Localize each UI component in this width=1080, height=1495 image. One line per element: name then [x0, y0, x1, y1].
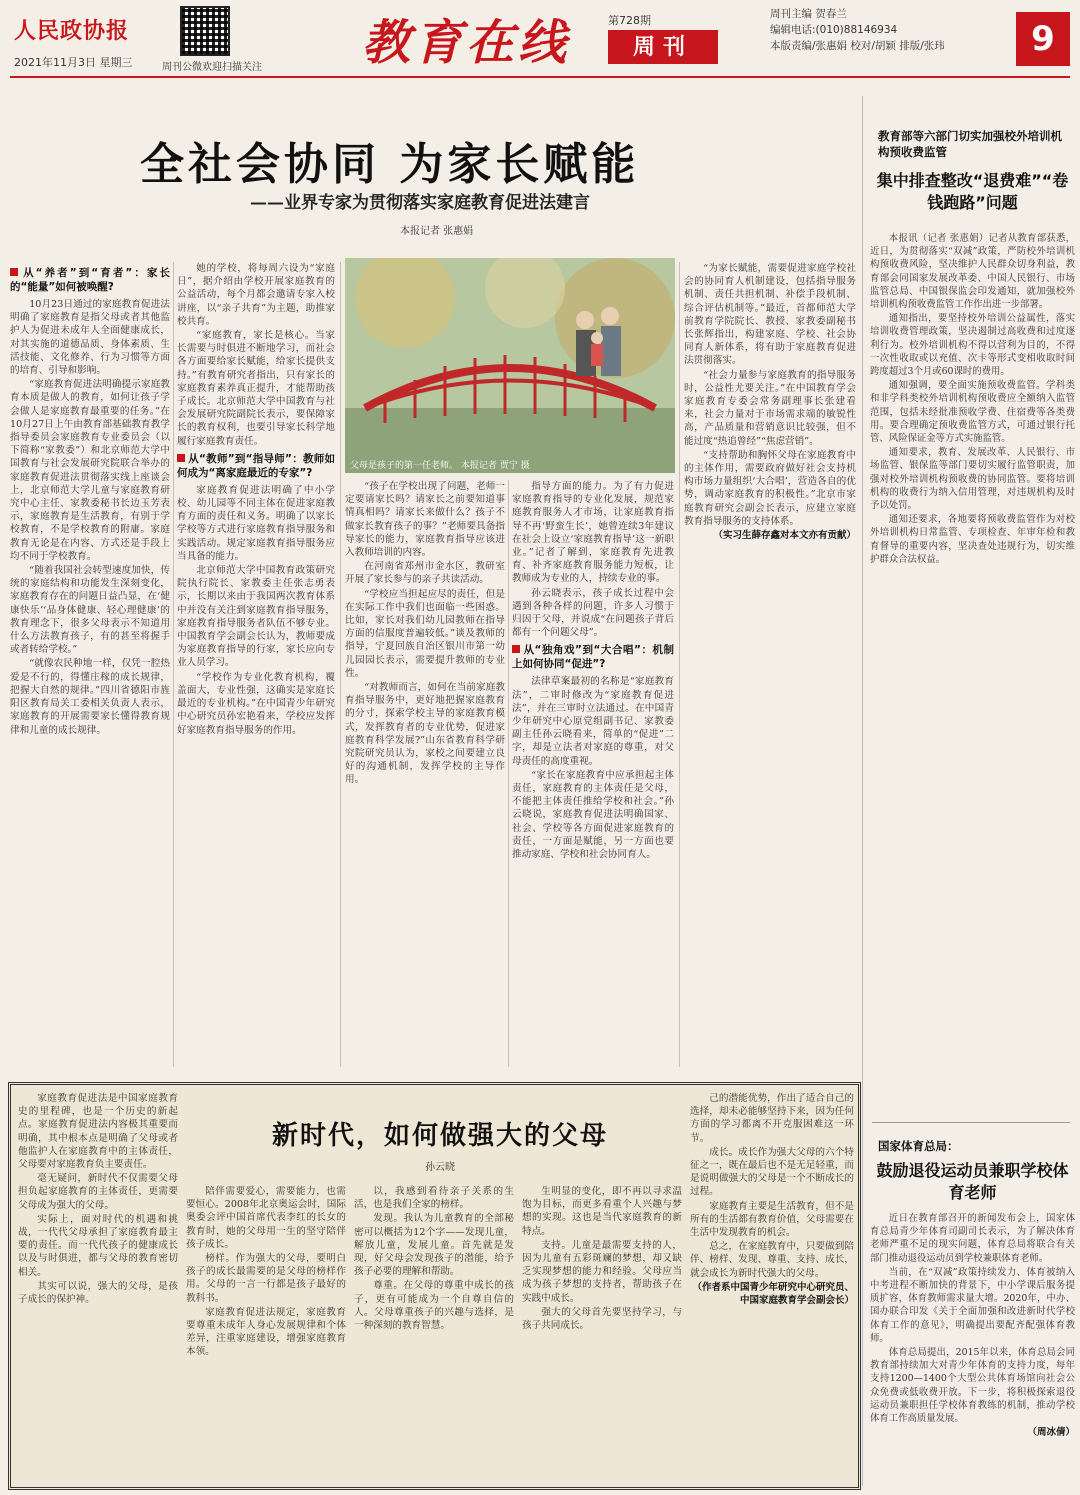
paragraph: 家庭教育促进法是中国家庭教育史的里程碑，也是一个历史的新起点。家庭教育促进法内容极其重要而明确，其中根本点是明确了父母或者他监护人在家庭教育中的主体责任，父母要对家庭教育负主要责任。 [18, 1093, 178, 1171]
lead-subheadline: ——业界专家为贯彻落实家庭教育促进法建言 [250, 193, 590, 213]
paragraph: 毫无疑问，新时代不仅需要父母担负起家庭教育的主体责任，更需要父母成为强大的父母。 [18, 1173, 178, 1211]
lead-column-3 [345, 480, 505, 1067]
lead-headline: 全社会协同 为家长赋能 [140, 139, 640, 190]
paragraph: “家庭教育，家长是核心。当家长需要与时俱进不断地学习，而社会各方面要给家长赋能，给家长提供支持。”有教育研究者指出，只有家长的家庭教育素养真正提升，才能帮助孩子成长。北京师范大学中国教育与社会发展研究院副院长表示，要保障家长的教育权利，也要引导家长科学地履行家庭教育责任。 [177, 330, 335, 447]
lead-column-4 [512, 480, 674, 1067]
commentary-column-4 [522, 1185, 682, 1482]
paragraph: “支持帮助和胸怀父母在家庭教育中的主体作用，需要政府做好社会支持机构市场力量组织‘大合唱’，营造各自的优势，调动家庭教育的积极性。”北京市家庭教育研究会副会长表示，应建立家庭教育指导服务的支持体系。 [684, 449, 856, 527]
section-heading: 从“独角戏”到“大合唱”：机制上如何协同“促进”? [512, 644, 674, 671]
paragraph: 孙云晓表示，孩子成长过程中会遇到各种各样的问题，许多人习惯于归因于父母，并说成“在问题孩子背后都有一个问题父母”。 [512, 587, 674, 639]
right-news-headline-2: 鼓励退役运动员兼职学校体育老师 [876, 1161, 1069, 1202]
paragraph: 陪伴需要爱心，需要能力，也需要恒心。2008年北京奥运会时，国际奥委会评中国首席代表李红的长女的教育时，她的父母用一生的坚守陪伴孩子成长。 [186, 1186, 346, 1250]
lead-column-5 [684, 262, 856, 1067]
issue-number: 第728期 [608, 14, 651, 27]
paragraph: 通知指出，要坚持校外培训公益属性，落实培训收费管理政策，坚决遏制过高收费和过度逐利行为。校外培训机构不得以营利为目的，不得一次性收取或以充值、次卡等形式变相收取时间跨度超过3个月或60课时的费用。 [870, 313, 1075, 378]
paragraph: 己的潜能优势，作出了适合自己的选择，却未必能够坚持下来，因为任何方面的学习都离不开克服困难这一环节。 [690, 1093, 854, 1144]
qr-caption: 周刊公微欢迎扫描关注 [162, 62, 262, 73]
weekly-badge: 周刊 [608, 30, 718, 64]
qr-code-icon [180, 6, 230, 56]
paragraph: 家庭教育主要是生活教育，但不是所有的生活都有教育价值，父母需要在生活中发现教育的机会。 [690, 1200, 854, 1239]
paragraph: 近日在教育部召开的新闻发布会上，国家体育总局青少年体育司副司长表示，为了解决体育老师严重不足的现实问题，体育总局将联合有关部门推动退役运动员到学校兼职体育老师。 [870, 1213, 1075, 1264]
paragraph: 尊重。在父母的尊重中成长的孩子，更有可能成为一个自尊自信的人。父母尊重孩子的兴趣与选择，是一种深刻的教育智慧。 [354, 1280, 514, 1332]
section-heading: 从“养者”到“育者”：家长的“能量”如何被唤醒? [10, 267, 170, 293]
paragraph: 支持。儿童是最需要支持的人，因为儿童有五彩斑斓的梦想，却又缺乏实现梦想的能力和经验。父母应当成为孩子梦想的支持者，帮助孩子在实践中成长。 [522, 1239, 682, 1304]
author-note: （周冰倩） [1027, 1427, 1075, 1439]
lead-photo [345, 258, 675, 473]
right-column-divider [862, 96, 863, 1486]
lead-column-2 [177, 262, 335, 1067]
paragraph: 北京师范大学中国教育政策研究院执行院长、家教委主任张志勇表示，长期以来由于我国两次教育体系中并没有关注到家庭教育指导服务，家庭教育指导服务者队伍不够专业。中国教育学会副会长认为，教师要成为家庭教育指导的行家，家长应向专业人员学习。 [177, 565, 335, 669]
commentary-column-3 [354, 1185, 514, 1482]
masthead-divider [10, 76, 1070, 78]
commentary-headline: 新时代，如何做强大的父母 [271, 1121, 608, 1151]
paragraph: 指导方面的能力。为了有力促进家庭教育指导的专业化发展，规范家庭教育服务人才市场，让家庭教育指导不再‘野蛮生长’，她曾连续3年建议在社会上设立‘家庭教育指导’这一新职业。”记者了解到，家庭教育先进教育、补齐家庭教育服务能力短板，让教师成为专业的人，持续专业的事。 [512, 481, 674, 585]
paragraph: “家长在家庭教育中应承担起主体责任，家庭教育的主体责任是父母，不能把主体责任推给学校和社会。”孙云晓说，家庭教育促进法明确国家、社会、学校等各方面促进家庭教育的责任，一方面是赋能，另一方面也要推动家庭、学校和社会协同育人。 [512, 769, 674, 861]
paragraph: 她的学校，将每周六设为“家庭日”，据介绍由学校开展家庭教育的公益活动，每个月都会邀请专家入校讲座，以“亲子共育”为主题，助推家校共育。 [177, 263, 335, 327]
paragraph: “就像农民种地一样，仅凭一腔热爱是不行的，得懂庄稼的成长规律，把握大自然的规律。”四川省德阳市旌阳区教育局关工委相关负责人表示，家庭教育的开展需要家长懂得教育规律和儿童的成长规律。 [10, 658, 170, 736]
photo-caption: 父母是孩子的第一任老师。 本报记者 贾宁 摄 [350, 461, 530, 471]
paragraph: 通知还要求，各地要将预收费监管作为对校外培训机构日常监管、专项检查、年审年检和教育督导的重要内容，坚决查处违规行为，切实维护群众合法权益。 [870, 514, 1075, 565]
right-news-body-2 [870, 1212, 1075, 1487]
paragraph: “对教师而言，如何在当前家庭教育指导服务中，更好地把握家庭教育的分寸，探索学校主导的家庭教育模式，发挥教育者的专业优势，促进家庭教育科学发展?”山东省教育科学研究院研究员认为，家校之间要建立良好的沟通机制，发挥学校的主导作用。 [345, 682, 505, 786]
paragraph: 发现。我认为儿童教育的全部秘密可以概括为12个字——发现儿童，解放儿童，发展儿童。首先就是发现，好父母会发现孩子的潜能，给予孩子必要的理解和帮助。 [354, 1213, 514, 1278]
commentary-column-5 [690, 1092, 854, 1482]
column-divider [340, 262, 341, 1067]
contributor-note: （实习生薛存鑫对本文亦有贡献） [713, 530, 856, 542]
square-bullet-icon [177, 454, 185, 462]
paragraph: 通知要求，教育、发展改革、人民银行、市场监管、银保监等部门要切实履行监管职责，加强对校外培训机构预收费的协同监管。要将培训机构的收费行为纳入信用管理，对违规机构及时予以处罚。 [870, 447, 1075, 512]
paragraph: “学校应当担起应尽的责任，但是在实际工作中我们也面临一些困惑。比如，家长对我们幼儿园教师在指导方面的信服度普遍较低。”谈及教师的指导，宁夏回族自治区银川市第一幼儿园园长表示，需要提升教师的专业性。 [345, 588, 505, 679]
paragraph: 其实可以说，强大的父母，是孩子成长的保护神。 [18, 1280, 178, 1306]
staff-line: 周刊主编 贺春兰 [770, 8, 847, 20]
paragraph: 生明显的变化，即不再以寻求温饱为目标，而更多看重个人兴趣与梦想的实现。这也是当代家庭教育的新特点。 [522, 1186, 682, 1237]
page-number: 9 [1016, 12, 1070, 66]
paragraph: 家庭教育促进法规定，家庭教育要尊重未成年人身心发展规律和个体差异，注重家庭建设，增强家庭教育本领。 [186, 1306, 346, 1358]
newspaper-brand: 人民政协报 [14, 18, 130, 44]
paragraph: “社会力量参与家庭教育的指导服务时，公益性尤要关注。”在中国教育学会家庭教育专委会常务副理事长张建看来，社会力量对于市场需求端的敏锐性高，产品质量和营销意识比较强，但不能过度“热追曾经”“焦虑营销”。 [684, 369, 856, 447]
right-news-kicker: 教育部等六部门切实加强校外培训机构预收费监管 [878, 129, 1062, 159]
commentary-column-1 [18, 1092, 178, 1482]
paragraph: 成长。成长作为强大父母的六个特征之一，既在最后也不是无足轻重，而是说明做强大的父母是一个不断成长的过程。 [690, 1146, 854, 1198]
paragraph: “随着我国社会转型速度加快，传统的家庭结构和功能发生深刻变化，家庭教育存在的问题日益凸显，在‘健康快乐’‘品身体健康、轻心理健康’的教育理念下，很多父母表示不知道用什么方法教育孩子，有的甚至将握手或者转给学校。” [10, 565, 170, 656]
paragraph: “为家长赋能，需要促进家庭学校社会的协同育人机制建设，包括指导服务机制、责任共担机制、补偿手段机制、综合评估机制等。”最近，首都师范大学前教育学院院长、教授、家教委副秘书长张辉指出，构建家庭、学校、社会协同育人新体系，将有助于家庭教育促进法贯彻落实。 [684, 263, 856, 367]
paragraph: “学校作为专业化教育机构，覆盖面大，专业性强，这确实是家庭长最近的专业机构。”在中国青少年研究中心研究员孙宏艳看来，学校应发挥好家庭教育指导服务的作用。 [177, 671, 335, 736]
square-bullet-icon [10, 268, 18, 276]
paragraph: 法律草案最初的名称是“家庭教育法”，二审时修改为“家庭教育促进法”，并在三审时立法通过。在中国青少年研究中心原党组副书记、家教委副主任孙云晓看来，简单的“促进”二字，却是立法者对家庭的尊重，对父母责任的高度重视。 [512, 676, 674, 767]
commentary-column-2 [186, 1185, 346, 1482]
paragraph: “孩子在学校出现了问题，老师一定要请家长吗？请家长之前要知道事情真相吗？请家长来做什么？孩子不做家长教育孩子的事？”老师要具备指导家长的能力，家庭教育指导应该进入教师培训的内容。 [345, 481, 505, 559]
paragraph: 在河南省郑州市金水区，教研室开展了家长参与的亲子共读活动。 [345, 561, 505, 586]
paragraph: 10月23日通过的家庭教育促进法明确了家庭教育是指父母或者其他监护人为促进未成年人全面健康成长，对其实施的道德品质、身体素质、生活技能、文化修养、行为习惯等方面的培育、引导和影响。 [10, 299, 170, 377]
square-bullet-icon [512, 645, 520, 653]
lead-column-1 [10, 262, 170, 1067]
lead-byline: 本报记者 张惠娟 [400, 226, 474, 237]
paragraph: “家庭教育促进法明确提示家庭教育本质是做人的教育，如何让孩子学会做人是家庭教育最重要的任务。”在10月27日上午由教育部基础教育教学指导委员会家庭教育专业委员会（以下简称“家教委”）和北京师范大学中国教育与社会发展研究院联合举办的家庭教育促进法贯彻落实线上座谈会上，北京师范大学儿童与家庭教育研究中心主任、家教委秘书长边玉芳表示，家庭教育是生活教育，有别于学校教育，不是学校教育的附庸。家庭教育无论是在内容、方式还是手段上均不同于学校教育。 [10, 379, 170, 562]
bridge-family-photo-icon [345, 258, 675, 473]
paragraph: 实际上，面对时代的机遇和挑战，一代代父母承担了家庭教育最主要的责任。而一代代孩子的健康成长以及与时俱进，都与父母的教育密切相关。 [18, 1213, 178, 1278]
supplement-title: 教育在线 [362, 15, 571, 71]
paragraph: 体育总局提出，2015年以来，体育总局会同教育部持续加大对青少年体育的支持力度，每年支持1200—1400个大型公共体育场馆向社会公众免费或低收费开放。下一步，将积极探索退役运动员兼职担任学校体育教练的机制，推动学校体育工作高质量发展。 [870, 1347, 1075, 1425]
paragraph: 通知强调，要全面实施预收费监管。学科类和非学科类校外培训机构预收费应全额纳入监管范围，包括未经批准预收学费、住宿费等各类费用。要合理确定预收费监管方式，可通过银行托管、风险保证金等方式实施监管。 [870, 380, 1075, 445]
masthead [0, 0, 1080, 78]
staff-line: 本版责编/张惠娟 校对/胡颖 排版/张玮 [770, 40, 945, 52]
paragraph: 以，我感到看待亲子关系的生活，也是我们全家的榜样。 [354, 1186, 514, 1211]
staff-line: 编辑电话:(010)88146934 [770, 24, 898, 36]
paragraph: 总之，在家庭教育中，只要做到陪伴、榜样、发现、尊重、支持、成长，就会成长为新时代强大的父母。 [690, 1241, 854, 1279]
paragraph: 家庭教育促进法明确了中小学校、幼儿园等不同主体在促进家庭教育方面的责任和义务。明确了以家长学校等方式进行家庭教育指导服务和实践活动。规定家庭教育指导服务应当具备的能力。 [177, 484, 335, 562]
right-news-body [870, 232, 1075, 1112]
issue-date: 2021年11月3日 星期三 [14, 56, 133, 69]
commentary-author: 孙云晓 [425, 1162, 455, 1173]
column-divider [508, 480, 509, 1067]
paragraph: 当前，在“双减”政策持续发力、体育被纳入中考进程不断加快的背景下，中小学课后服务提质扩容，体育教师需求量大增。2020年，中办、国办联合印发《关于全面加强和改进新时代学校体育工作的意见》，明确提出要配齐配强体育教师。 [870, 1266, 1075, 1344]
right-news-headline: 集中排查整改“退费难”“卷钱跑路”问题 [876, 171, 1069, 212]
paragraph: 本报讯（记者 张惠娟）记者从教育部获悉，近日，为贯彻落实“双减”政策，严防校外培训机构预收费风险，坚决维护人民群众切身利益，教育部会同国家发展改革委、中国人民银行、市场监管总局、中国银保监会印发通知，就加强校外培训机构预收费监管工作作出进一步部署。 [870, 233, 1075, 311]
paragraph: 榜样。作为强大的父母，要明白孩子的成长最需要的是父母的榜样作用。父母的一言一行都是孩子最好的教科书。 [186, 1253, 346, 1304]
column-divider [173, 262, 174, 1067]
author-note: （作者系中国青少年研究中心研究员、中国家庭教育学会副会长） [692, 1281, 854, 1307]
right-news-separator [872, 1122, 1070, 1123]
column-divider [679, 262, 680, 1067]
section-heading: 从“教师”到“指导师”：教师如何成为“离家庭最近的专家”? [177, 452, 335, 479]
staff-list [770, 6, 945, 54]
paragraph: 强大的父母首先要坚持学习，与孩子共同成长。 [522, 1306, 682, 1332]
right-news-kicker-2: 国家体育总局： [878, 1139, 959, 1153]
